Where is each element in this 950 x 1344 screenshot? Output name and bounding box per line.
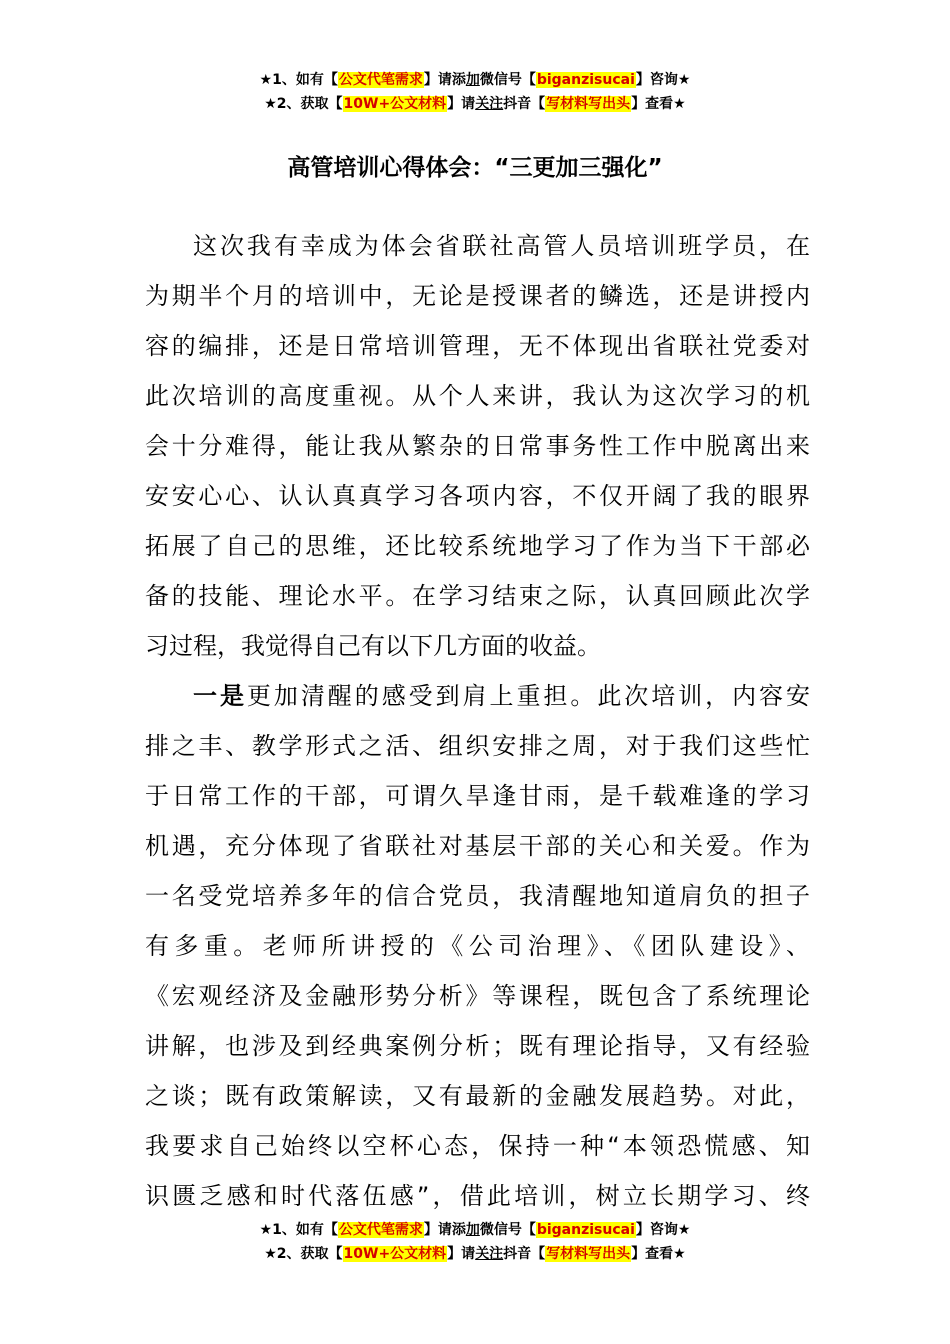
paragraph-intro	[145, 221, 810, 671]
text-line: 拓展了自己的思维，还比较系统地学习了作为当下干部必	[145, 532, 810, 560]
text-line: 此次培训的高度重视。从个人来讲，我认为这次学习的机	[145, 382, 810, 410]
text-line: 安安心心、认认真真学习各项内容，不仅开阔了我的眼界	[145, 482, 810, 510]
text-line: 机遇，充分体现了省联社对基层干部的关心和关爱。作为	[145, 832, 810, 860]
highlight-account: 写材料写出头	[546, 96, 631, 112]
text-line: 习过程，我觉得自己有以下几方面的收益。	[145, 632, 601, 660]
text-line: 容的编排，还是日常培训管理，无不体现出省联社党委对	[145, 332, 810, 360]
banner-text: 】请添	[423, 1222, 466, 1238]
banner-text: ★2、获取【	[264, 1246, 343, 1262]
text-line: 之谈；既有政策解读，又有最新的金融发展趋势。对此，	[145, 1082, 810, 1110]
text-line: 一名受党培养多年的信合党员，我清醒地知道肩负的担子	[145, 882, 810, 910]
banner-line-1	[0, 1218, 950, 1242]
highlight-wechat-id: biganzisucai	[536, 72, 635, 88]
banner-line-1	[0, 68, 950, 92]
point-text: 更加清醒的感受到肩上重担。此次培训，内容安	[246, 682, 811, 710]
highlight-account: 写材料写出头	[546, 1246, 631, 1262]
banner-text: 微信号【	[479, 72, 536, 88]
banner-line-2	[0, 1242, 950, 1266]
footer-banner	[0, 1218, 950, 1266]
paragraph-point-one	[145, 671, 810, 1221]
underlined-text: 加	[465, 72, 480, 88]
banner-text: ★2、获取【	[264, 96, 343, 112]
document-body	[145, 221, 810, 1221]
underlined-text: 加	[465, 1222, 480, 1238]
text-line: 讲解，也涉及到经典案例分析；既有理论指导，又有经验	[145, 1032, 810, 1060]
banner-text: 抖音【	[503, 96, 546, 112]
point-lead: 一是	[193, 682, 247, 710]
banner-text: 抖音【	[503, 1246, 546, 1262]
highlight-service: 公文代笔需求	[338, 72, 423, 88]
text-line: 于日常工作的干部，可谓久旱逢甘雨，是千载难逢的学习	[145, 782, 810, 810]
underlined-text: 关注	[475, 1246, 504, 1262]
banner-text: ★1、如有【	[259, 72, 338, 88]
banner-text: 】咨询★	[635, 72, 691, 88]
banner-text: 】查看★	[631, 96, 686, 112]
text-line: 会十分难得，能让我从繁杂的日常事务性工作中脱离出来	[145, 432, 810, 460]
banner-text: 】咨询★	[635, 1222, 691, 1238]
banner-text: ★1、如有【	[259, 1222, 338, 1238]
text-line: 我要求自己始终以空杯心态，保持一种“本领恐慌感、知	[145, 1132, 810, 1160]
text-line: 这次我有幸成为体会省联社高管人员培训班学员，在	[193, 232, 810, 260]
text-line: 《宏观经济及金融形势分析》等课程，既包含了系统理论	[145, 982, 810, 1010]
text-line: 识匮乏感和时代落伍感”，借此培训，树立长期学习、终	[145, 1182, 810, 1210]
underlined-text: 关注	[475, 96, 504, 112]
banner-text: 】请	[447, 1246, 476, 1262]
document-title: 高管培训心得体会：“三更加三强化”	[287, 155, 663, 181]
banner-text: 】请	[447, 96, 476, 112]
text-line	[145, 671, 810, 721]
text-line: 排之丰、教学形式之活、组织安排之周，对于我们这些忙	[145, 732, 810, 760]
highlight-materials: 10W+公文材料	[343, 96, 447, 112]
text-line: 有多重。老师所讲授的《公司治理》、《团队建设》、	[145, 932, 810, 960]
banner-line-2	[0, 92, 950, 116]
banner-text: 微信号【	[479, 1222, 536, 1238]
banner-text: 】查看★	[631, 1246, 686, 1262]
highlight-materials: 10W+公文材料	[343, 1246, 447, 1262]
header-banner	[0, 68, 950, 116]
banner-text: 】请添	[423, 72, 466, 88]
highlight-service: 公文代笔需求	[338, 1222, 423, 1238]
text-line: 为期半个月的培训中，无论是授课者的鳞选，还是讲授内	[145, 282, 810, 310]
text-line: 备的技能、理论水平。在学习结束之际，认真回顾此次学	[145, 582, 810, 610]
highlight-wechat-id: biganzisucai	[536, 1222, 635, 1238]
